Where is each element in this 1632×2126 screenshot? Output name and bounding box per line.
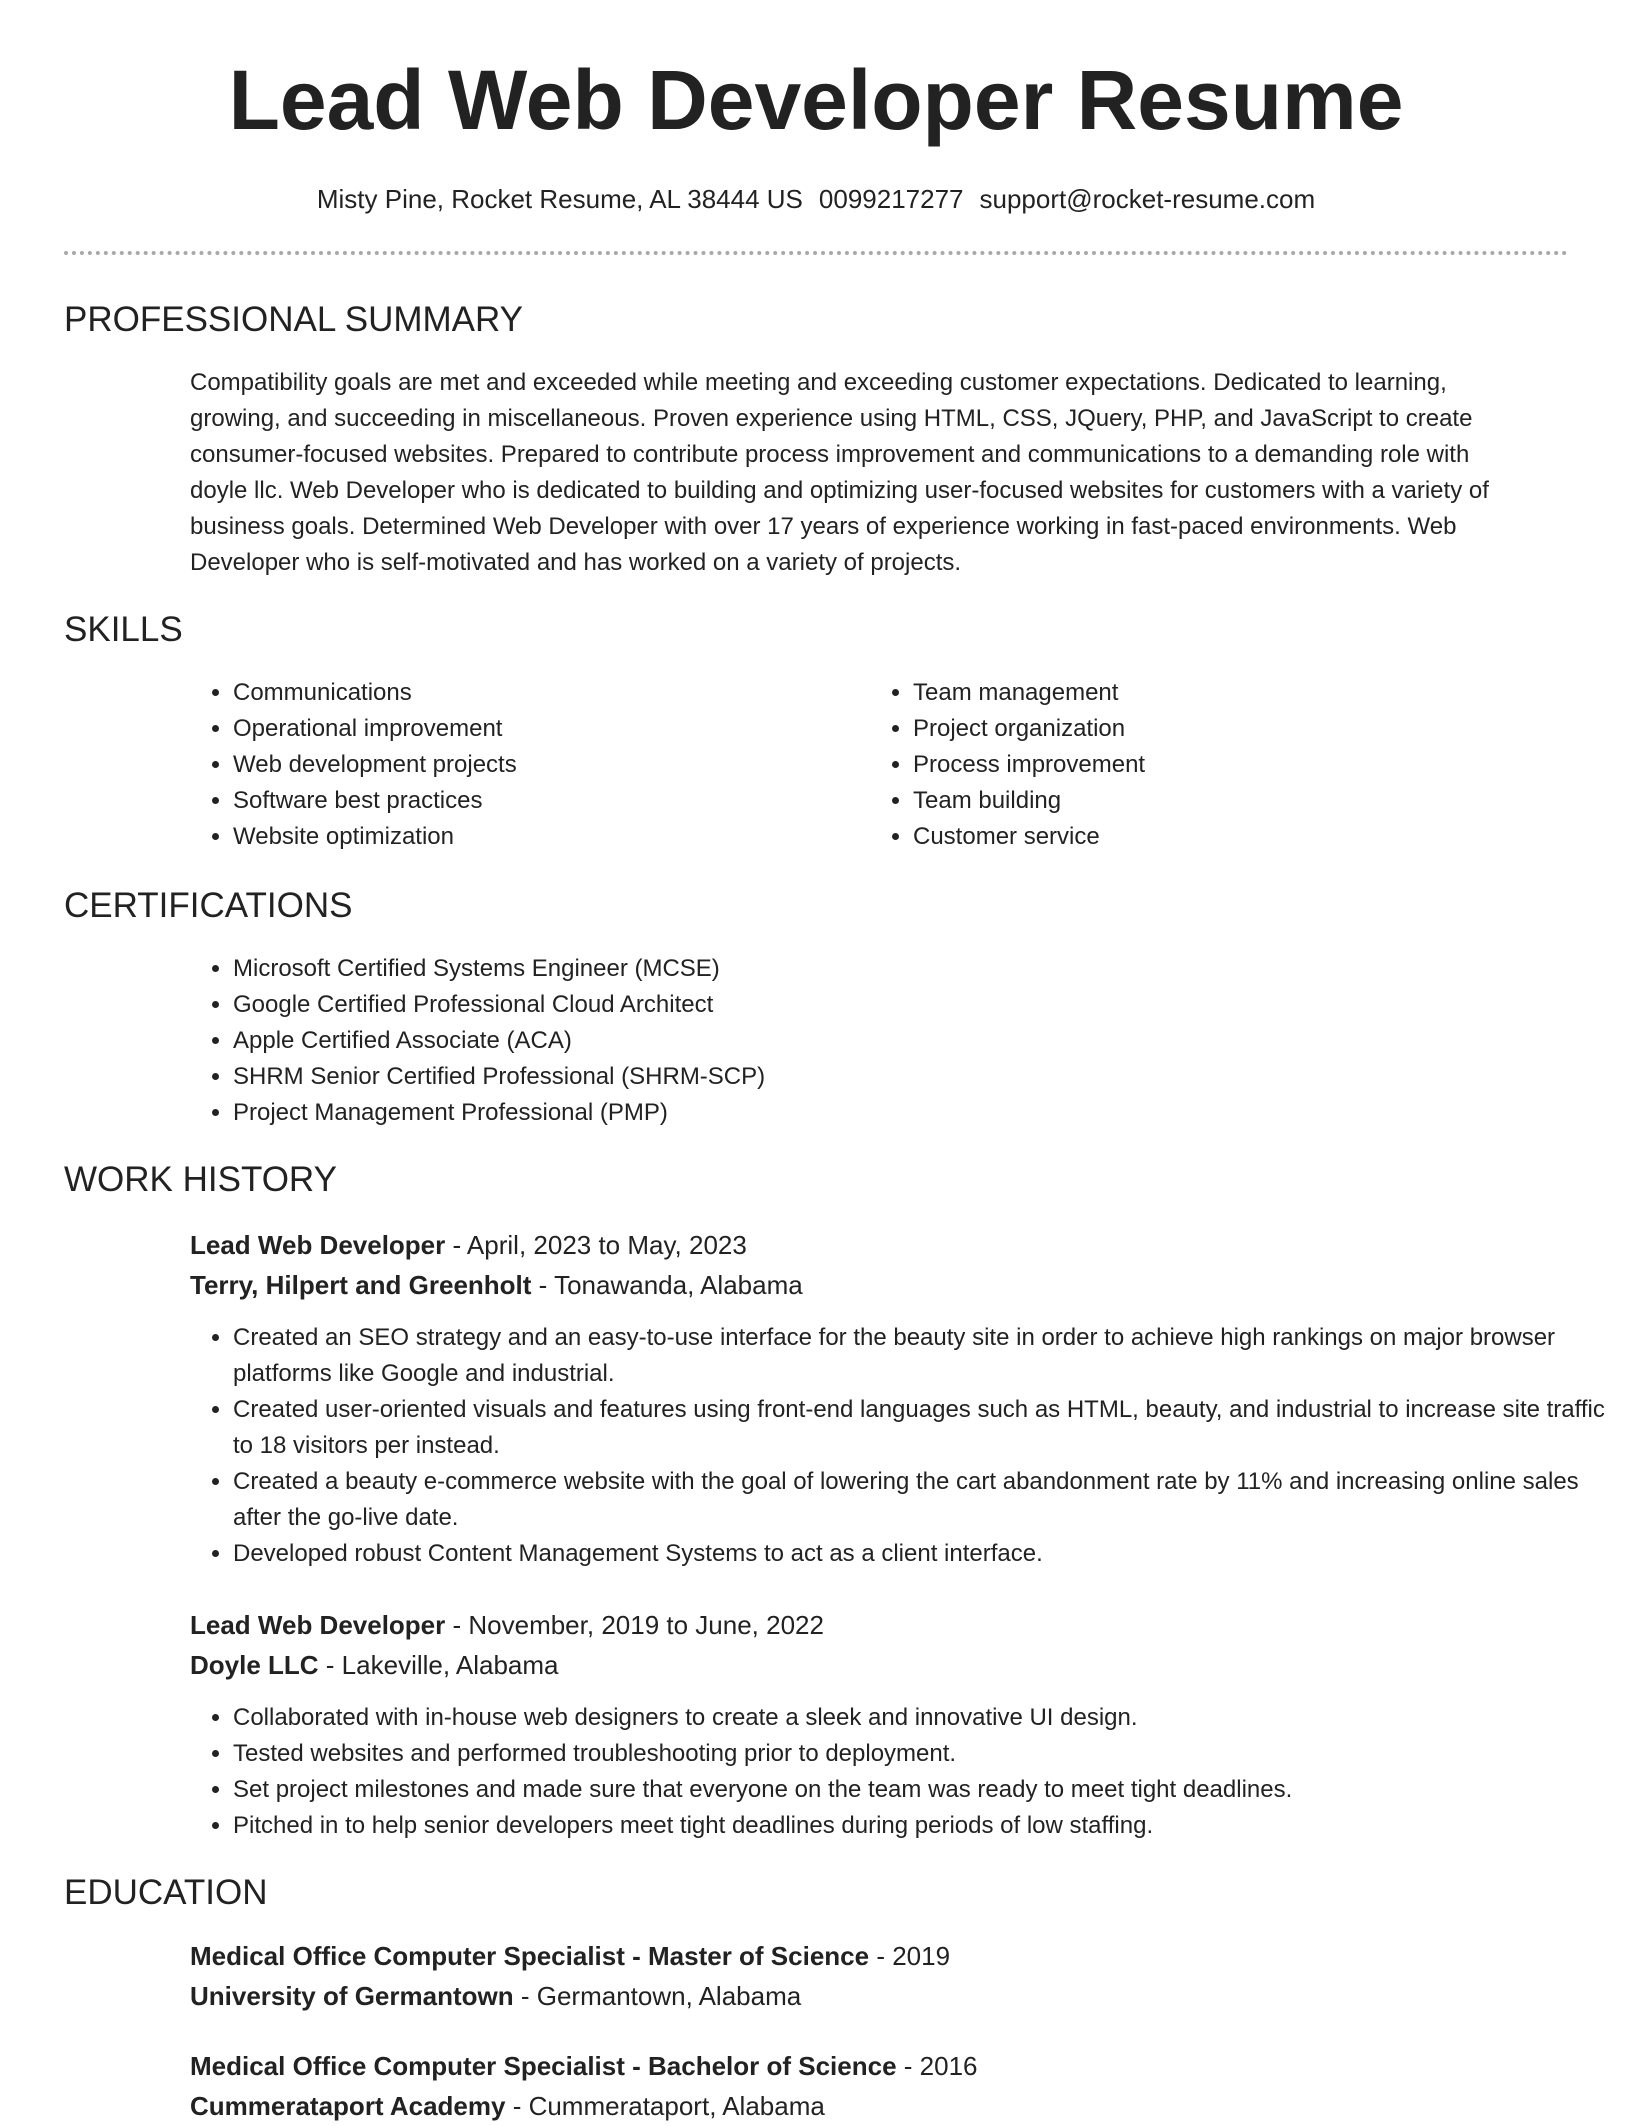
header-divider (64, 251, 1568, 255)
education-year: - 2016 (896, 2051, 978, 2081)
education-degree-line (190, 1936, 950, 1976)
summary-line: doyle llc. Web Developer who is dedicated to building and optimizing user-focused websites for customers with a variety of (190, 477, 1489, 504)
skill-item: • Team management (913, 675, 1573, 711)
summary-line: Compatibility goals are met and exceeded while meeting and exceeding customer expectations. Dedicated to learning, (190, 369, 1447, 396)
skill-item: • Project organization (913, 711, 1573, 747)
skill-item: • Software best practices (233, 783, 853, 819)
certification-item: • Google Certified Professional Cloud Architect (233, 987, 1613, 1023)
skill-item: • Communications (233, 675, 853, 711)
education-degree-line (190, 2046, 978, 2086)
certifications-heading: CERTIFICATIONS (64, 886, 353, 925)
skill-item: • Operational improvement (233, 711, 853, 747)
contact-line (0, 183, 1632, 215)
job-company: Terry, Hilpert and Greenholt (190, 1270, 532, 1300)
job-title-line (190, 1225, 747, 1265)
education-school-line (190, 1976, 801, 2016)
education-school-line (190, 2086, 825, 2126)
certifications-list (190, 951, 1613, 1131)
education-school: Cummerataport Academy (190, 2091, 506, 2121)
summary-heading: PROFESSIONAL SUMMARY (64, 300, 523, 339)
skill-item: • Website optimization (233, 819, 853, 855)
job-bullet: • Tested websites and performed troubleshooting prior to deployment. (233, 1736, 1613, 1772)
skill-item: • Team building (913, 783, 1573, 819)
job-bullet: • Pitched in to help senior developers meet tight deadlines during periods of low staffing. (233, 1808, 1613, 1844)
job-bullet: • Created an SEO strategy and an easy-to-use interface for the beauty site in order to achieve high rankings on major browser platforms like Google and industrial. (233, 1320, 1613, 1392)
job-bullet: • Collaborated with in-house web designers to create a sleek and innovative UI design. (233, 1700, 1613, 1736)
job-dates: - November, 2019 to June, 2022 (445, 1610, 824, 1640)
summary-text (190, 365, 1570, 581)
work-history-heading: WORK HISTORY (64, 1160, 337, 1199)
summary-line: growing, and succeeding in miscellaneous. Proven experience using HTML, CSS, JQuery, PHP, and JavaScript to create (190, 405, 1473, 432)
job-bullet: • Created a beauty e-commerce website with the goal of lowering the cart abandonment rate by 11% and increasing online sales after the go-live date. (233, 1464, 1613, 1536)
summary-line: consumer-focused websites. Prepared to contribute process improvement and communications to a demanding role with (190, 441, 1470, 468)
education-location: - Germantown, Alabama (513, 1981, 802, 2011)
certification-item: • SHRM Senior Certified Professional (SHRM-SCP) (233, 1059, 1613, 1095)
contact-email: support@rocket-resume.com (979, 184, 1316, 214)
skill-item: • Customer service (913, 819, 1573, 855)
job-location: - Tonawanda, Alabama (531, 1270, 803, 1300)
job-title-line (190, 1605, 824, 1645)
job-company: Doyle LLC (190, 1650, 319, 1680)
job-bullet: • Developed robust Content Management Systems to act as a client interface. (233, 1536, 1613, 1572)
certification-item: • Microsoft Certified Systems Engineer (MCSE) (233, 951, 1613, 987)
job-location: - Lakeville, Alabama (318, 1650, 559, 1680)
job-company-line (190, 1645, 558, 1685)
page-title: Lead Web Developer Resume (228, 53, 1404, 147)
education-year: - 2019 (869, 1941, 951, 1971)
certification-item: • Apple Certified Associate (ACA) (233, 1023, 1613, 1059)
job-role: Lead Web Developer (190, 1230, 446, 1260)
summary-line: business goals. Determined Web Developer with over 17 years of experience working in fast-paced environments. Web (190, 513, 1457, 540)
job-dates: - April, 2023 to May, 2023 (445, 1230, 747, 1260)
education-school: University of Germantown (190, 1981, 514, 2011)
certification-item: • Project Management Professional (PMP) (233, 1095, 1613, 1131)
skill-item: • Web development projects (233, 747, 853, 783)
skills-list-left (190, 675, 853, 855)
contact-address: Misty Pine, Rocket Resume, AL 38444 US (316, 184, 803, 214)
contact-phone: 0099217277 (818, 184, 964, 214)
education-location: - Cummerataport, Alabama (505, 2091, 825, 2121)
education-degree: Medical Office Computer Specialist - Bachelor of Science (190, 2051, 897, 2081)
job-bullet: • Set project milestones and made sure that everyone on the team was ready to meet tight deadlines. (233, 1772, 1613, 1808)
skill-item: • Process improvement (913, 747, 1573, 783)
education-degree: Medical Office Computer Specialist - Master of Science (190, 1941, 870, 1971)
skills-list-right (870, 675, 1573, 855)
job-bullets (190, 1320, 1613, 1572)
job-role: Lead Web Developer (190, 1610, 446, 1640)
job-company-line (190, 1265, 803, 1305)
job-bullet: • Created user-oriented visuals and features using front-end languages such as HTML, beauty, and industrial to increase site traffic to 18 visitors per instead. (233, 1392, 1613, 1464)
skills-heading: SKILLS (64, 610, 183, 649)
education-heading: EDUCATION (64, 1873, 268, 1912)
job-bullets (190, 1700, 1613, 1844)
summary-line: Developer who is self-motivated and has worked on a variety of projects. (190, 549, 962, 576)
